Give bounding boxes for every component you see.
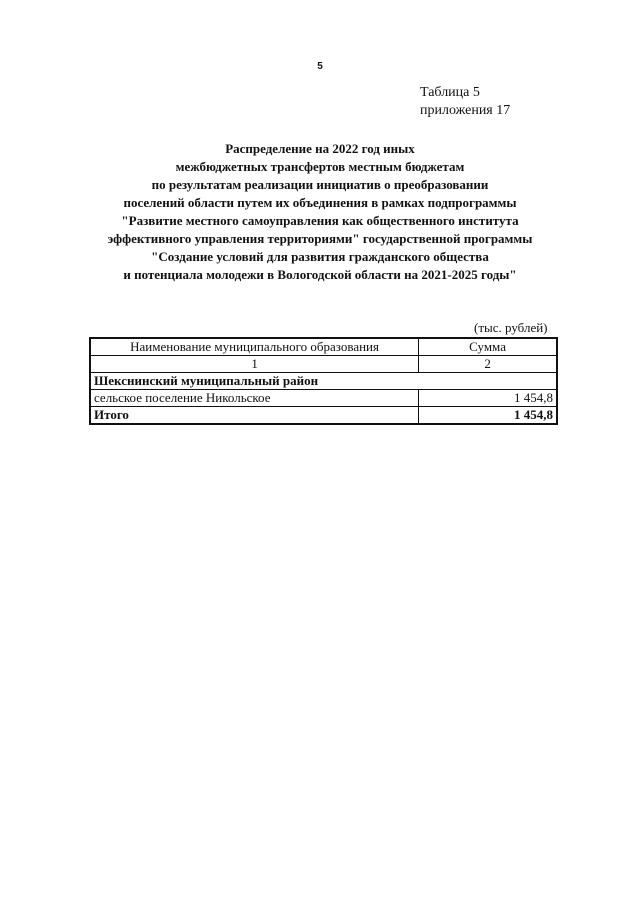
distribution-table (89, 337, 558, 425)
column-number-2: 2 (419, 356, 557, 373)
column-number-row (90, 356, 557, 373)
heading-line: поселений области путем их объединения в рамках подпрограммы (123, 195, 517, 210)
table-header-row (90, 338, 557, 356)
page-number: 5 (317, 61, 323, 72)
heading-line: эффективного управления территориями" государственной программы (107, 231, 533, 246)
heading-line: "Развитие местного самоуправления как общественного института (121, 213, 519, 228)
row-sum: 1 454,8 (419, 390, 557, 407)
total-sum: 1 454,8 (419, 407, 557, 425)
heading-line: межбюджетных трансфертов местным бюджетам (175, 159, 465, 174)
table-reference-line-1: Таблица 5 (420, 85, 480, 100)
row-municipality-name: сельское поселение Никольское (90, 390, 419, 407)
units-label: (тыс. рублей) (474, 320, 548, 335)
table-reference (420, 84, 510, 120)
heading-line: по результатам реализации инициатив о преобразовании (151, 177, 489, 192)
total-row (90, 407, 557, 425)
document-heading (60, 140, 580, 284)
column-number-1: 1 (90, 356, 419, 373)
heading-line: и потенциала молодежи в Вологодской области на 2021-2025 годы" (123, 267, 517, 282)
heading-line: "Создание условий для развития гражданского общества (151, 249, 489, 264)
heading-line: Распределение на 2022 год иных (225, 141, 415, 156)
total-label: Итого (90, 407, 419, 425)
table-row (90, 390, 557, 407)
header-municipality-name: Наименование муниципального образования (90, 338, 419, 356)
district-name: Шекснинский муниципальный район (90, 373, 557, 390)
table-reference-line-2: приложения 17 (420, 103, 511, 118)
header-sum: Сумма (419, 338, 557, 356)
district-row (90, 373, 557, 390)
